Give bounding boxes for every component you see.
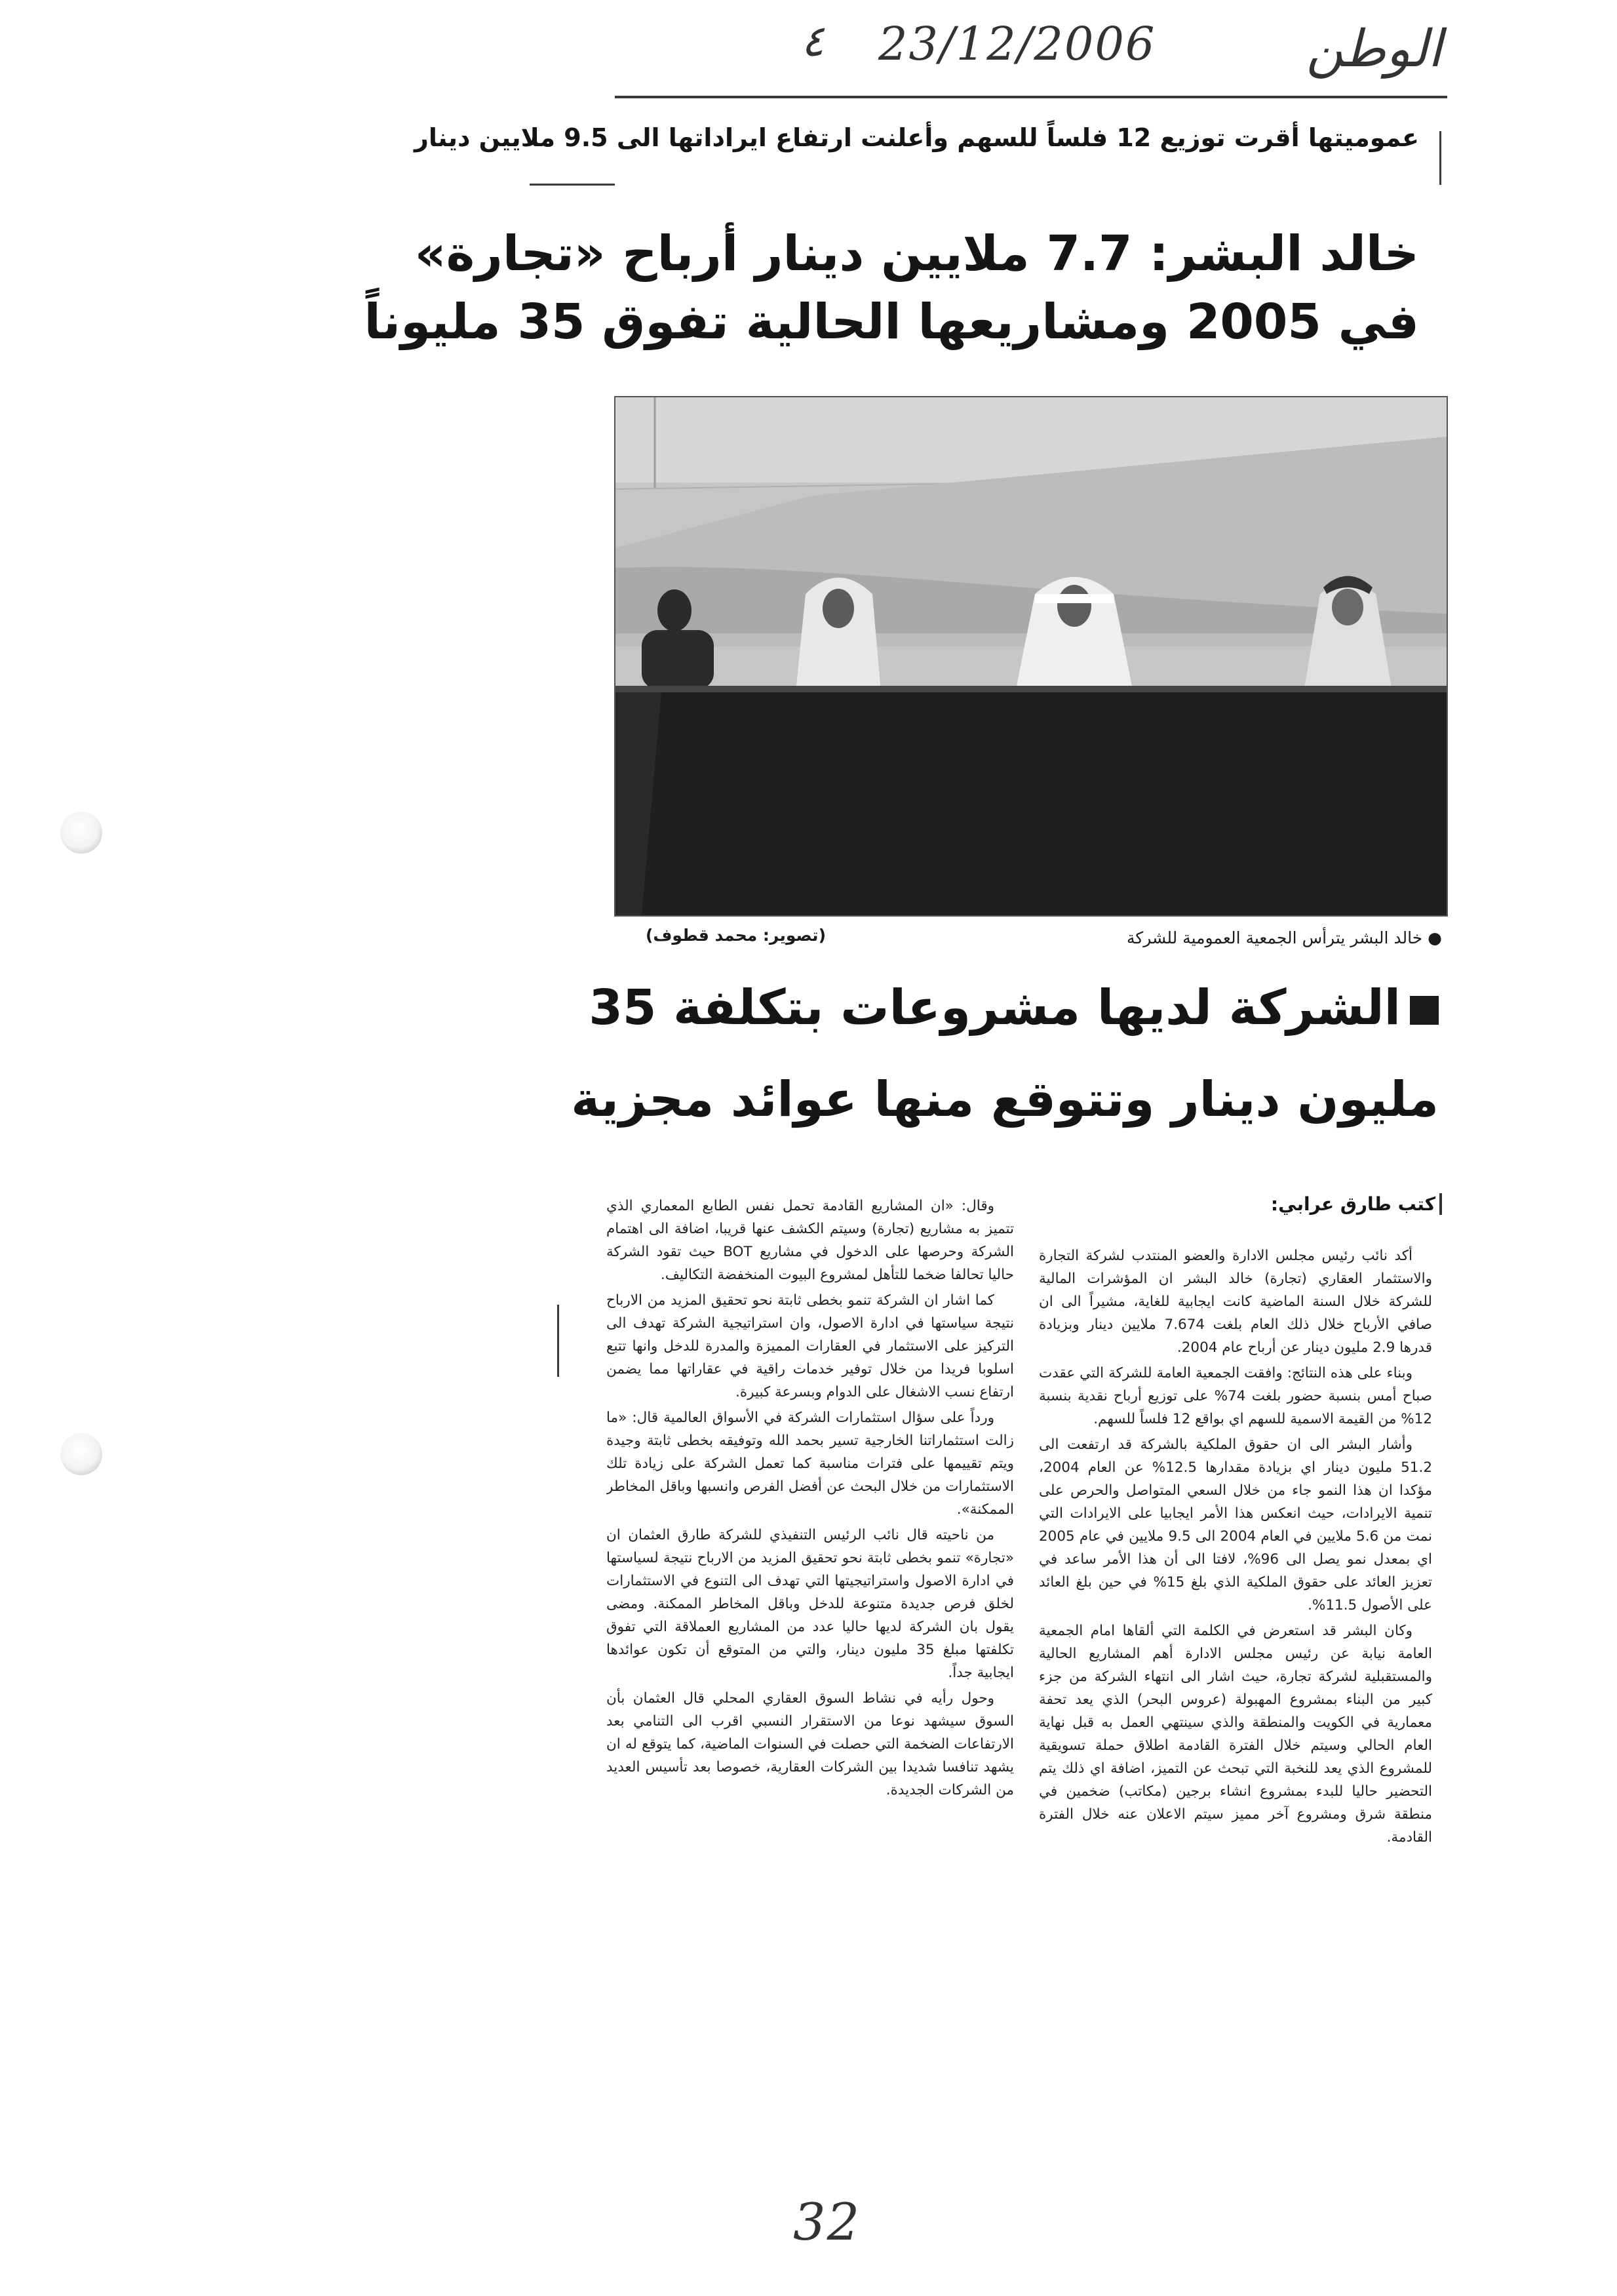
section-square-icon [1410, 996, 1439, 1025]
paragraph: ورداً على سؤال استثمارات الشركة في الأسواق العالمية قال: «ما زالت استثماراتنا الخارجية تسير بحمد الله وتوفيقه بخطى ثابتة وجيدة ويتم تقييمها على فترات مناسبة كما تعمل الشركة على زيادة تلك الاستثمارات من خلال البحث عن أفضل الفرص وانسبها وباقل المخاطر الممكنة». [606, 1410, 1014, 1518]
paragraph: وقال: «ان المشاريع القادمة تحمل نفس الطابع المعماري الذي تتميز به مشاريع (تجارة) وسيتم الكشف عنها قريبا، اضافة الى اهتمام الشركة وحرصها على الدخول في مشاريع BOT حيث تقود الشركة حاليا تحالفا ضخما للتأهل لمشروع البيوت المنخفضة التكاليف. [606, 1198, 1014, 1283]
punch-hole-top [60, 812, 102, 854]
caption-bullet-icon: ● [1422, 928, 1442, 947]
paragraph: من ناحيته قال نائب الرئيس التنفيذي للشركة طارق العثمان ان «تجارة» تنمو بخطى ثابتة نحو تحقيق المزيد من الارباح نتيجة لسياستها في ادارة الاصول واستراتيجيتها التي تهدف الى التنوع في الاستثمارات لخلق فرص جديدة متنوعة للدخل وباقل المخاطر الممكنة. ومضى يقول بان الشركة لديها حاليا عدد من المشاريع العملاقة التي تفوق تكلفتها مبلغ 35 مليون دينار، والتي من المتوقع أن تكون عوائدها ايجابية جداً. [606, 1527, 1014, 1681]
paragraph: وكان البشر قد استعرض في الكلمة التي ألقاها امام الجمعية العامة نيابة عن رئيس مجلس الادارة أهم المشاريع الحالية والمستقبلية لشركة تجارة، حيث اشار الى انتهاء الشركة من جزء كبير من البناء بمشروع المهبولة (عروس البحر) الذي يعد تحفة معمارية في الكويت والمنطقة والذي سينتهي العمل به قبل نهاية العام الحالي وسيتم خلال الفترة القادمة اطلاق حملة تسويقية للمشروع الذي يعد للنخبة التي تبحث عن التميز، اضافة اي ذلك يتم التحضير حاليا للبدء بمشروع انشاء برجين (مكاتب) ضخمين في منطقة شرق ومشروع آخر مميز سيتم الاعلان عنه خلال الفترة القادمة. [1039, 1623, 1432, 1846]
handwritten-day-mark: ٤ [801, 16, 825, 66]
article-column-left [606, 1195, 1014, 2030]
handwritten-date: 23/12/2006 [878, 17, 1156, 71]
photo-credit: (تصوير: محمد قطوف) [645, 926, 826, 945]
article-headline-line1: خالد البشر: 7.7 ملايين دينار أرباح «تجارة» [414, 226, 1419, 282]
left-margin-mark [557, 1305, 559, 1377]
article-photo [614, 396, 1448, 917]
meeting-photo-illustration [615, 397, 1447, 915]
article-column-right [1039, 1244, 1432, 2021]
paragraph: وأشار البشر الى ان حقوق الملكية بالشركة قد ارتفعت الى 51.2 مليون دينار اي بزيادة مقدارها 12.5% عن العام 2004، مؤكدا ان هذا النمو جاء من خلال السعي المتواصل والحرص على تنمية الايرادات، حيث انعكس هذا الأمر ايجابيا على الايرادات التي نمت من 5.6 ملايين في العام 2004 الى 9.5 ملايين في عام 2005 اي بمعدل نمو يصل الى 96%، لافتا الى أن هذا الأمر ساعد في تعزيز العائد على حقوق الملكية الذي بلغ 15% في حين بلغ العائد على الأصول 11.5%. [1039, 1436, 1432, 1613]
handwritten-page-number: 32 [793, 2193, 861, 2252]
photo-caption [1049, 928, 1442, 947]
top-rule [615, 96, 1447, 98]
article-byline: كتب طارق عرابي: [1213, 1193, 1442, 1215]
handwritten-source: الوطن [1306, 20, 1442, 79]
paragraph: وبناء على هذه النتائج: وافقت الجمعية العامة للشركة التي عقدت صباح أمس بنسبة حضور بلغت 74% على توزيع أرباح نقدية بنسبة 12% من القيمة الاسمية للسهم اي بواقع 12 فلساً للسهم. [1039, 1365, 1432, 1427]
paragraph: أكد نائب رئيس مجلس الادارة والعضو المنتدب لشركة التجارة والاستثمار العقاري (تجارة) خالد البشر ان المؤشرات المالية للشركة خلال السنة الماضية كانت ايجابية للغاية، مشيراً الى ان صافي الأرباح خلال ذلك العام بلغت 7.674 ملايين دينار وبزيادة قدرها 2.9 مليون دينار عن أرباح عام 2004. [1039, 1248, 1432, 1356]
right-frame-line [1439, 131, 1441, 185]
article-subhead-line2: مليون دينار وتتوقع منها عوائد مجزية [571, 1071, 1439, 1128]
left-tick [530, 184, 615, 186]
photo-caption-text: خالد البشر يترأس الجمعية العمومية للشركة [1126, 928, 1423, 947]
article-headline-line2: في 2005 ومشاريعها الحالية تفوق 35 مليوناً [364, 294, 1419, 350]
punch-hole-bottom [60, 1433, 102, 1475]
paragraph: وحول رأيه في نشاط السوق العقاري المحلي قال العثمان بأن السوق سيشهد نوعا من الاستقرار النسبي اقرب الى التنامي بعد الارتفاعات الضخمة التي حصلت في السنوات الماضية، كما يتوقع له ان يشهد تنافسا شديدا بين الشركات العقارية، خصوصا بعد تأسيس العديد من الشركات الجديدة. [606, 1690, 1014, 1798]
article-subhead-line1 [589, 980, 1439, 1036]
article-subhead-text: الشركة لديها مشروعات بتكلفة 35 [589, 980, 1401, 1036]
paragraph: كما اشار ان الشركة تنمو بخطى ثابتة نحو تحقيق المزيد من الارباح نتيجة سياستها في ادارة الاصول، وان استراتيجية الشركة تهدف الى التركيز على الاستثمار في العقارات المميزة والمدرة للدخل وانها تتبع اسلوبا فريدا من خلال توفير خدمات راقية في عقاراتها مما يضمن ارتفاع نسب الاشغال على الدوام وبسرعة كبيرة. [606, 1292, 1014, 1400]
article-kicker: عموميتها أقرت توزيع 12 فلساً للسهم وأعلنت ارتفاع ايراداتها الى 9.5 ملايين دينار [414, 123, 1419, 152]
